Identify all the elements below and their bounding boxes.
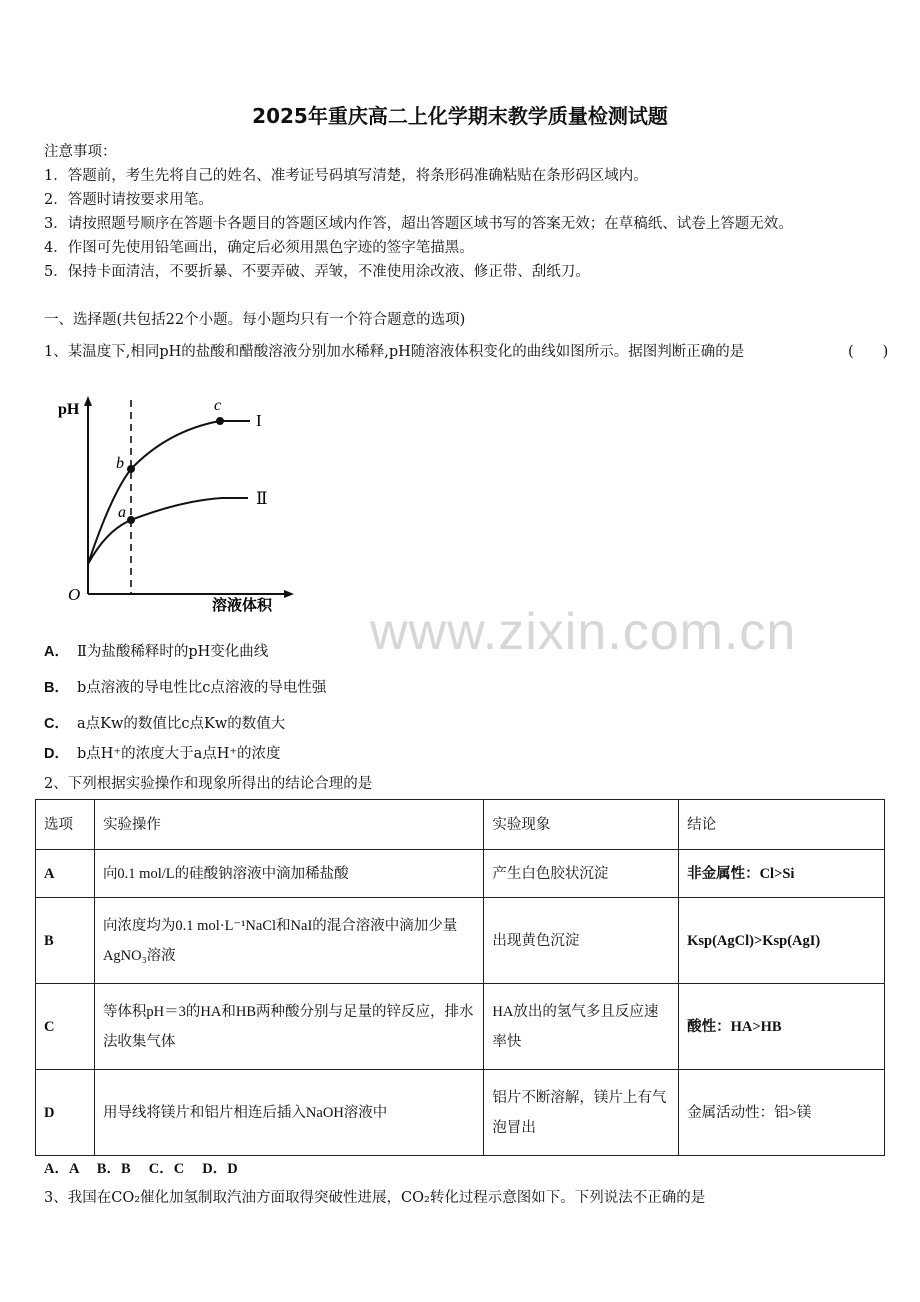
table-cell: 等体积pH＝3的HA和HB两种酸分别与足量的锌反应，排水法收集气体 xyxy=(94,984,483,1070)
curve-I xyxy=(88,421,250,564)
curve-II-label: Ⅱ xyxy=(256,489,268,508)
option-letter: B． xyxy=(44,680,69,696)
option-text: Ⅱ为盐酸稀释时的pH变化曲线 xyxy=(76,644,269,660)
option-b[interactable] xyxy=(44,676,326,697)
option-text: a点Kw的数值比c点Kw的数值大 xyxy=(76,716,286,732)
option-letter: C． xyxy=(44,716,69,732)
y-axis-arrow xyxy=(84,396,92,406)
option-d[interactable] xyxy=(44,742,281,763)
table-row xyxy=(36,1070,885,1156)
table-cell: 酸性：HA>HB xyxy=(679,984,885,1070)
table-header: 实验操作 xyxy=(94,800,483,850)
option-c[interactable] xyxy=(44,712,285,733)
table-row xyxy=(36,850,885,898)
section-heading: 一、选择题(共包括22个小题。每小题均只有一个符合题意的选项) xyxy=(44,312,466,328)
option-text: b点H⁺的浓度大于a点H⁺的浓度 xyxy=(76,746,281,762)
x-axis-arrow xyxy=(284,590,294,598)
curve-I-label: I xyxy=(256,411,262,430)
question-2-answers: A．A B．B C．C D．D xyxy=(44,1161,238,1177)
point-a-label: a xyxy=(118,504,126,521)
note-item: 3．请按照题号顺序在答题卡各题目的答题区域内作答，超出答题区域书写的答案无效；在草稿纸、试卷上答题无效。 xyxy=(44,216,793,232)
table-cell: D xyxy=(36,1070,95,1156)
answer-parentheses: ( ) xyxy=(848,344,889,360)
note-item: 1．答题前，考生先将自己的姓名、准考证号码填写清楚，将条形码准确粘贴在条形码区域内。 xyxy=(44,168,648,184)
table-cell: A xyxy=(36,850,95,898)
table-cell: 用导线将镁片和铝片相连后插入NaOH溶液中 xyxy=(94,1070,483,1156)
table-header-row xyxy=(36,800,885,850)
question-2-stem: 2、下列根据实验操作和现象所得出的结论合理的是 xyxy=(44,776,373,792)
option-text: b点溶液的导电性比c点溶液的导电性强 xyxy=(76,680,327,696)
option-letter: A． xyxy=(44,644,69,660)
point-b xyxy=(127,465,135,473)
point-b-label: b xyxy=(116,455,124,472)
table-cell: 非金属性：Cl>Si xyxy=(679,850,885,898)
table-cell: 向0.1 mol/L的硅酸钠溶液中滴加稀盐酸 xyxy=(94,850,483,898)
note-item: 5．保持卡面清洁，不要折暴、不要弄破、弄皱，不准使用涂改液、修正带、刮纸刀。 xyxy=(44,264,590,280)
table-row xyxy=(36,984,885,1070)
table-cell: 金属活动性：铝>镁 xyxy=(679,1070,885,1156)
note-item: 4．作图可先使用铅笔画出，确定后必须用黑色字迹的签字笔描黑。 xyxy=(44,240,474,256)
table-header: 实验现象 xyxy=(484,800,679,850)
table-cell: B xyxy=(36,898,95,984)
table-row xyxy=(36,898,885,984)
question-3-stem: 3、我国在CO₂催化加氢制取汽油方面取得突破性进展，CO₂转化过程示意图如下。下列说法不正确的是 xyxy=(44,1190,706,1206)
point-c-label: c xyxy=(214,397,222,414)
x-axis-label: 溶液体积 xyxy=(212,598,273,614)
table-cell: C xyxy=(36,984,95,1070)
table-cell: HA放出的氢气多且反应速率快 xyxy=(484,984,679,1070)
table-cell: 铝片不断溶解，镁片上有气泡冒出 xyxy=(484,1070,679,1156)
table-cell: 出现黄色沉淀 xyxy=(484,898,679,984)
experiment-table xyxy=(35,799,885,1156)
table-cell: 向浓度均为0.1 mol·L⁻¹NaCl和NaI的混合溶液中滴加少量AgNO₃溶液 xyxy=(94,898,483,984)
option-a[interactable] xyxy=(44,640,268,661)
curve-II xyxy=(88,498,248,564)
option-letter: D． xyxy=(44,746,69,762)
watermark: www.zixin.com.cn xyxy=(370,603,797,661)
notes-heading: 注意事项： xyxy=(44,144,117,160)
note-item: 2．答题时请按要求用笔。 xyxy=(44,192,213,208)
origin-label: O xyxy=(68,585,81,604)
ph-dilution-graph xyxy=(58,392,302,622)
page-title: 2025年重庆高二上化学期末教学质量检测试题 xyxy=(252,104,668,128)
point-c xyxy=(216,417,224,425)
table-cell: Ksp(AgCl)>Ksp(AgI) xyxy=(679,898,885,984)
point-a xyxy=(127,516,135,524)
table-header: 结论 xyxy=(679,800,885,850)
question-1-stem: 1、某温度下,相同pH的盐酸和醋酸溶液分别加水稀释,pH随溶液体积变化的曲线如图所示。据图判断正确的是 xyxy=(44,344,745,360)
table-header: 选项 xyxy=(36,800,95,850)
y-axis-label: pH xyxy=(58,401,80,418)
table-cell: 产生白色胶状沉淀 xyxy=(484,850,679,898)
